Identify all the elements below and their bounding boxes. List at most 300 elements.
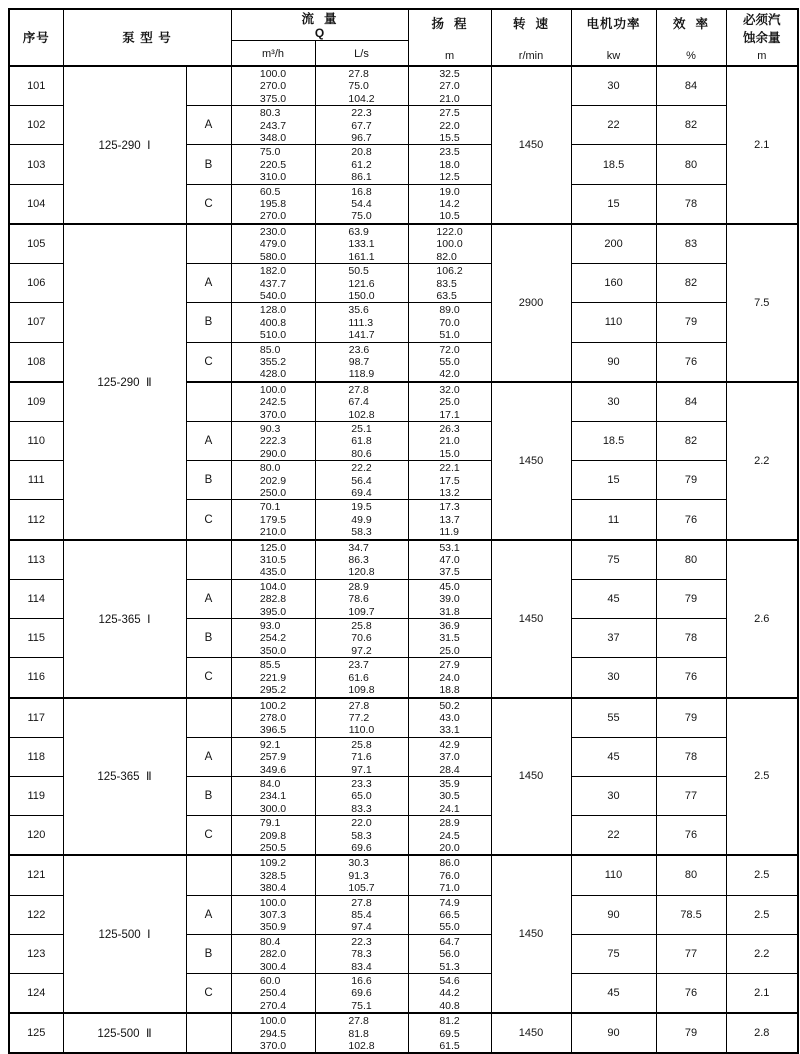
- flow-m3h-cell-value: 100.2: [259, 699, 287, 712]
- head-cell-value: 13.7: [439, 513, 460, 526]
- flow-m3h-cell-value: 349.6: [259, 763, 287, 776]
- table-row: [9, 1013, 798, 1053]
- eff-cell: 78: [656, 184, 726, 224]
- head-cell-value: 50.2: [439, 699, 460, 712]
- head-cell-values: [439, 658, 459, 696]
- flow-m3h-cell-value: 270.0: [259, 210, 287, 223]
- eff-cell: 77: [656, 934, 726, 973]
- serial-cell: 112: [9, 500, 63, 540]
- flow-ls-cell-value: 23.6: [348, 343, 370, 356]
- flow-m3h-cell: [231, 421, 315, 460]
- head-cell: [408, 264, 491, 303]
- flow-m3h-cell-values: [260, 974, 286, 1012]
- head-cell-values: [439, 856, 459, 894]
- flow-ls-cell-value: 97.4: [351, 921, 372, 934]
- npsh-cell: 7.5: [726, 224, 798, 382]
- variant-cell: A: [186, 579, 231, 618]
- head-cell: [408, 303, 491, 342]
- flow-m3h-cell-value: 580.0: [259, 250, 287, 263]
- header-npsh-line2: 蚀余量: [743, 31, 781, 45]
- flow-ls-cell-value: 121.6: [348, 277, 375, 290]
- head-cell: [408, 342, 491, 382]
- head-cell: [408, 776, 491, 815]
- flow-ls-cell: [315, 303, 408, 342]
- flow-m3h-cell-value: 270.0: [259, 80, 287, 93]
- flow-m3h-cell-value: 221.9: [259, 671, 287, 684]
- flow-ls-cell-value: 27.8: [348, 1015, 369, 1028]
- flow-ls-cell-value: 67.7: [351, 119, 372, 132]
- power-cell: 110: [571, 303, 656, 342]
- header-power-unit: kw: [606, 50, 621, 62]
- flow-m3h-cell-value: 300.4: [259, 960, 287, 973]
- head-cell-value: 12.5: [439, 171, 460, 184]
- flow-m3h-cell-value: 479.0: [259, 238, 287, 251]
- power-cell: 90: [571, 342, 656, 382]
- flow-ls-cell-value: 16.8: [351, 185, 372, 198]
- flow-ls-cell-value: 27.8: [348, 68, 369, 80]
- flow-m3h-cell-value: 310.0: [259, 171, 287, 184]
- header-model: [63, 9, 231, 66]
- header-head: [408, 9, 491, 66]
- flow-m3h-cell: [231, 461, 315, 500]
- head-cell-value: 54.6: [439, 975, 460, 988]
- flow-ls-cell-value: 91.3: [348, 869, 369, 882]
- power-cell: 22: [571, 106, 656, 145]
- head-cell-value: 63.5: [436, 289, 457, 302]
- head-cell: [408, 461, 491, 500]
- flow-m3h-cell-value: 60.5: [259, 185, 281, 198]
- power-cell: 200: [571, 224, 656, 264]
- eff-cell: 84: [656, 382, 726, 422]
- flow-m3h-cell-values: [260, 619, 286, 657]
- head-cell-value: 45.0: [439, 580, 460, 593]
- flow-ls-cell: [315, 224, 408, 264]
- head-cell-value: 42.9: [439, 738, 460, 751]
- flow-ls-cell-value: 98.7: [348, 355, 370, 368]
- variant-cell: C: [186, 500, 231, 540]
- flow-ls-cell: [315, 145, 408, 184]
- speed-cell: 1450: [491, 698, 571, 856]
- npsh-cell: 2.8: [726, 1013, 798, 1053]
- head-cell-value: 33.1: [439, 724, 460, 737]
- table-row: [9, 698, 798, 738]
- power-cell: 90: [571, 1013, 656, 1053]
- header-serial: [9, 9, 63, 66]
- flow-m3h-cell-value: 380.4: [259, 882, 287, 895]
- eff-cell: 78: [656, 737, 726, 776]
- power-cell: 55: [571, 698, 656, 738]
- npsh-cell: 2.1: [726, 974, 798, 1014]
- head-cell-values: [439, 974, 459, 1012]
- eff-cell: 76: [656, 658, 726, 698]
- serial-cell: 110: [9, 421, 63, 460]
- power-cell: 45: [571, 974, 656, 1014]
- flow-m3h-cell-value: 79.1: [259, 817, 281, 830]
- flow-ls-cell: [315, 816, 408, 856]
- head-cell-value: 11.9: [439, 526, 459, 539]
- variant-cell: A: [186, 106, 231, 145]
- flow-ls-cell-value: 120.8: [348, 566, 375, 579]
- head-cell-value: 86.0: [439, 857, 460, 870]
- head-cell: [408, 224, 491, 264]
- flow-m3h-cell-value: 70.1: [259, 501, 281, 514]
- flow-ls-cell-value: 83.4: [351, 960, 372, 973]
- power-cell: 18.5: [571, 421, 656, 460]
- power-cell: 30: [571, 66, 656, 106]
- flow-ls-cell-value: 28.9: [348, 580, 369, 593]
- variant-cell: B: [186, 619, 231, 658]
- serial-cell: 122: [9, 895, 63, 934]
- flow-m3h-cell-values: [260, 225, 286, 263]
- serial-cell: 116: [9, 658, 63, 698]
- flow-ls-cell-value: 96.7: [351, 132, 372, 145]
- variant-cell: B: [186, 145, 231, 184]
- eff-cell: 82: [656, 106, 726, 145]
- head-cell-value: 64.7: [439, 935, 460, 948]
- flow-m3h-cell: [231, 382, 315, 422]
- power-cell: 160: [571, 264, 656, 303]
- flow-ls-cell: [315, 895, 408, 934]
- serial-cell: 123: [9, 934, 63, 973]
- flow-m3h-cell-value: 254.2: [259, 632, 287, 645]
- power-cell: 30: [571, 658, 656, 698]
- head-cell-values: [436, 264, 462, 302]
- header-flow-ls-label: L/s: [354, 48, 369, 61]
- head-cell-value: 70.0: [439, 316, 460, 329]
- flow-m3h-cell-values: [260, 343, 286, 381]
- flow-ls-cell-values: [349, 699, 375, 737]
- head-cell-value: 14.2: [439, 198, 460, 211]
- head-cell-value: 74.9: [439, 896, 460, 909]
- model-cell: 125-500 Ⅱ: [63, 1013, 186, 1053]
- head-cell-value: 76.0: [439, 869, 460, 882]
- flow-ls-cell: [315, 934, 408, 973]
- flow-ls-cell: [315, 540, 408, 580]
- flow-m3h-cell: [231, 934, 315, 973]
- npsh-cell: 2.5: [726, 855, 798, 895]
- head-cell-values: [439, 1014, 459, 1052]
- flow-m3h-cell: [231, 540, 315, 580]
- header-efficiency-unit: %: [686, 50, 696, 62]
- flow-m3h-cell-values: [260, 145, 286, 183]
- variant-cell: [186, 540, 231, 580]
- flow-m3h-cell: [231, 224, 315, 264]
- head-cell-value: 17.1: [439, 408, 460, 421]
- flow-m3h-cell-value: 210.0: [259, 526, 287, 539]
- speed-cell: 1450: [491, 855, 571, 1013]
- variant-cell: A: [186, 264, 231, 303]
- header-flow-label: 流 量: [301, 11, 338, 26]
- flow-ls-cell-value: 25.1: [351, 422, 372, 435]
- flow-m3h-cell-value: 80.0: [259, 462, 281, 475]
- head-cell-values: [439, 67, 459, 105]
- flow-m3h-cell: [231, 737, 315, 776]
- serial-cell: 102: [9, 106, 63, 145]
- flow-ls-cell-values: [351, 777, 371, 815]
- head-cell-value: 31.8: [439, 605, 460, 618]
- flow-m3h-cell-value: 307.3: [259, 909, 287, 921]
- serial-cell: 114: [9, 579, 63, 618]
- variant-cell: [186, 66, 231, 106]
- flow-m3h-cell: [231, 303, 315, 342]
- head-cell: [408, 500, 491, 540]
- serial-cell: 115: [9, 619, 63, 658]
- flow-ls-cell: [315, 737, 408, 776]
- flow-m3h-cell-value: 80.4: [259, 935, 281, 948]
- power-cell: 15: [571, 184, 656, 224]
- flow-m3h-cell: [231, 500, 315, 540]
- flow-ls-cell-value: 78.3: [351, 948, 372, 961]
- eff-cell: 80: [656, 145, 726, 184]
- head-cell-values: [439, 422, 459, 460]
- flow-ls-cell: [315, 184, 408, 224]
- flow-ls-cell-values: [351, 185, 371, 223]
- variant-cell: C: [186, 658, 231, 698]
- flow-m3h-cell-value: 179.5: [259, 513, 287, 526]
- head-cell-value: 81.2: [439, 1015, 460, 1028]
- flow-m3h-cell-value: 300.0: [259, 802, 287, 815]
- flow-ls-cell-value: 102.8: [348, 408, 375, 421]
- flow-m3h-cell-value: 60.0: [259, 975, 281, 988]
- flow-ls-cell-values: [349, 343, 375, 381]
- head-cell-value: 10.5: [439, 210, 460, 223]
- flow-m3h-cell: [231, 895, 315, 934]
- flow-ls-cell-values: [348, 580, 374, 618]
- head-cell: [408, 658, 491, 698]
- flow-ls-cell: [315, 698, 408, 738]
- head-cell-values: [439, 619, 459, 657]
- flow-m3h-cell-value: 348.0: [259, 132, 287, 145]
- serial-cell: 117: [9, 698, 63, 738]
- flow-ls-cell-value: 65.0: [351, 790, 372, 803]
- flow-m3h-cell-values: [260, 67, 286, 105]
- head-cell: [408, 737, 491, 776]
- flow-m3h-cell-value: 128.0: [259, 304, 287, 317]
- flow-m3h-cell-value: 396.5: [259, 724, 287, 737]
- head-cell: [408, 421, 491, 460]
- flow-m3h-cell-value: 290.0: [259, 447, 287, 460]
- head-cell-value: 122.0: [436, 225, 463, 238]
- npsh-cell: 2.1: [726, 66, 798, 224]
- head-cell-value: 21.0: [439, 92, 460, 105]
- flow-ls-cell-values: [348, 541, 374, 579]
- flow-ls-cell-value: 69.6: [351, 841, 372, 854]
- serial-cell: 119: [9, 776, 63, 815]
- flow-m3h-cell-value: 222.3: [259, 435, 287, 448]
- head-cell-value: 17.5: [439, 474, 460, 487]
- flow-ls-cell-values: [351, 145, 371, 183]
- flow-ls-cell-value: 61.8: [351, 435, 372, 448]
- flow-ls-cell-value: 61.6: [348, 671, 369, 684]
- flow-m3h-cell-value: 90.3: [259, 422, 281, 435]
- header-serial-label: 序号: [22, 31, 50, 45]
- head-cell-value: 25.0: [439, 644, 460, 657]
- head-cell-value: 35.9: [439, 777, 460, 790]
- flow-ls-cell-value: 23.7: [348, 659, 369, 672]
- power-cell: 45: [571, 579, 656, 618]
- flow-ls-cell-value: 35.6: [348, 304, 369, 317]
- eff-cell: 79: [656, 303, 726, 342]
- power-cell: 110: [571, 855, 656, 895]
- model-cell: 125-500 Ⅰ: [63, 855, 186, 1013]
- head-cell-value: 27.0: [439, 80, 460, 93]
- flow-ls-cell-value: 133.1: [348, 238, 375, 251]
- head-cell: [408, 619, 491, 658]
- flow-m3h-cell: [231, 658, 315, 698]
- flow-m3h-cell-value: 257.9: [259, 751, 287, 764]
- head-cell-value: 32.0: [439, 383, 460, 396]
- eff-cell: 76: [656, 974, 726, 1014]
- head-cell: [408, 66, 491, 106]
- flow-ls-cell-value: 118.9: [348, 368, 375, 381]
- flow-ls-cell-value: 77.2: [348, 711, 370, 724]
- flow-m3h-cell-values: [260, 935, 286, 973]
- head-cell-value: 39.0: [439, 593, 460, 606]
- head-cell-value: 82.0: [436, 250, 457, 263]
- head-cell-value: 30.5: [439, 790, 460, 803]
- head-cell-value: 36.9: [439, 620, 460, 633]
- flow-ls-cell-value: 22.3: [351, 935, 372, 948]
- head-cell-value: 27.9: [439, 659, 460, 672]
- flow-m3h-cell-value: 428.0: [259, 368, 287, 381]
- flow-m3h-cell-value: 328.5: [259, 869, 287, 882]
- model-cell: 125-365 Ⅱ: [63, 698, 186, 856]
- flow-m3h-cell-value: 250.5: [259, 841, 287, 854]
- eff-cell: 80: [656, 540, 726, 580]
- flow-m3h-cell-value: 395.0: [259, 605, 287, 618]
- head-cell-values: [439, 580, 459, 618]
- flow-ls-cell: [315, 855, 408, 895]
- flow-ls-cell: [315, 66, 408, 106]
- pump-table-body: [9, 66, 798, 1053]
- variant-cell: C: [186, 184, 231, 224]
- flow-ls-cell: [315, 1013, 408, 1053]
- flow-m3h-cell-value: 220.5: [259, 158, 287, 171]
- head-cell: [408, 974, 491, 1014]
- serial-cell: 106: [9, 264, 63, 303]
- speed-cell: 1450: [491, 1013, 571, 1053]
- flow-ls-cell: [315, 106, 408, 145]
- flow-ls-cell-value: 141.7: [348, 329, 375, 342]
- flow-ls-cell-value: 97.2: [351, 644, 372, 657]
- flow-ls-cell-value: 22.3: [351, 107, 372, 120]
- variant-cell: [186, 855, 231, 895]
- head-cell-value: 71.0: [439, 882, 460, 895]
- flow-m3h-cell-value: 510.0: [259, 329, 287, 342]
- flow-m3h-cell-values: [260, 541, 286, 579]
- power-cell: 18.5: [571, 145, 656, 184]
- flow-m3h-cell-values: [260, 500, 286, 538]
- serial-cell: 109: [9, 382, 63, 422]
- flow-ls-cell-value: 58.3: [351, 526, 372, 539]
- flow-m3h-cell-value: 85.0: [259, 343, 281, 356]
- head-cell: [408, 184, 491, 224]
- flow-ls-cell-value: 25.8: [351, 620, 372, 633]
- head-cell-value: 24.5: [439, 829, 460, 842]
- flow-m3h-cell-value: 242.5: [259, 396, 287, 409]
- flow-m3h-cell-value: 109.2: [259, 857, 287, 870]
- power-cell: 75: [571, 934, 656, 973]
- flow-m3h-cell-value: 84.0: [259, 777, 281, 790]
- flow-ls-cell-value: 110.0: [348, 724, 375, 737]
- head-cell-values: [439, 896, 459, 934]
- flow-ls-cell-value: 85.4: [351, 909, 372, 921]
- power-cell: 30: [571, 382, 656, 422]
- header-npsh-line1: 必须汽: [743, 13, 781, 27]
- speed-cell: 1450: [491, 66, 571, 224]
- flow-ls-cell: [315, 974, 408, 1014]
- flow-m3h-cell-values: [260, 738, 286, 776]
- flow-m3h-cell-values: [260, 856, 286, 894]
- flow-m3h-cell: [231, 974, 315, 1014]
- flow-ls-cell: [315, 776, 408, 815]
- flow-m3h-cell-value: 294.5: [259, 1027, 287, 1040]
- head-cell-values: [439, 738, 459, 776]
- flow-m3h-cell-values: [260, 106, 286, 144]
- eff-cell: 79: [656, 698, 726, 738]
- eff-cell: 80: [656, 855, 726, 895]
- flow-m3h-cell-value: 85.5: [259, 659, 281, 672]
- head-cell: [408, 895, 491, 934]
- variant-cell: [186, 224, 231, 264]
- flow-ls-cell-value: 75.1: [351, 999, 372, 1012]
- flow-m3h-cell: [231, 145, 315, 184]
- head-cell-values: [439, 343, 459, 381]
- head-cell-value: 37.5: [439, 566, 460, 579]
- flow-m3h-cell-value: 282.0: [259, 948, 287, 961]
- npsh-cell: 2.2: [726, 382, 798, 540]
- flow-m3h-cell: [231, 184, 315, 224]
- flow-m3h-cell-value: 375.0: [259, 92, 287, 105]
- head-cell-value: 66.5: [439, 909, 460, 921]
- flow-m3h-cell-values: [260, 658, 286, 696]
- flow-m3h-cell-value: 540.0: [259, 289, 287, 302]
- power-cell: 11: [571, 500, 656, 540]
- flow-m3h-cell-value: 350.0: [259, 644, 287, 657]
- flow-m3h-cell-value: 75.0: [259, 146, 281, 159]
- serial-cell: 125: [9, 1013, 63, 1053]
- flow-m3h-cell: [231, 106, 315, 145]
- flow-ls-cell-values: [348, 383, 374, 421]
- flow-ls-cell: [315, 342, 408, 382]
- eff-cell: 77: [656, 776, 726, 815]
- head-cell-value: 55.0: [439, 355, 460, 368]
- head-cell-value: 51.0: [439, 329, 460, 342]
- variant-cell: [186, 698, 231, 738]
- flow-m3h-cell: [231, 342, 315, 382]
- flow-m3h-cell-value: 355.2: [259, 355, 287, 368]
- flow-ls-cell-values: [351, 461, 371, 499]
- flow-m3h-cell-values: [260, 264, 286, 302]
- eff-cell: 76: [656, 342, 726, 382]
- flow-ls-cell-values: [348, 67, 374, 105]
- flow-ls-cell-value: 50.5: [348, 265, 369, 278]
- header-head-unit: m: [444, 50, 455, 62]
- flow-ls-cell-value: 54.4: [351, 198, 372, 211]
- flow-ls-cell-value: 23.3: [351, 777, 372, 790]
- head-cell-value: 40.8: [439, 999, 460, 1012]
- flow-m3h-cell-value: 435.0: [259, 566, 287, 579]
- head-cell-value: 15.5: [439, 132, 460, 145]
- head-cell-value: 53.1: [439, 541, 460, 554]
- flow-ls-cell-value: 30.3: [348, 857, 369, 870]
- flow-ls-cell-value: 16.6: [351, 975, 372, 988]
- flow-ls-cell-value: 111.3: [348, 316, 374, 329]
- flow-ls-cell-values: [351, 974, 371, 1012]
- head-cell-value: 37.0: [439, 751, 460, 764]
- power-cell: 37: [571, 619, 656, 658]
- speed-cell: 1450: [491, 540, 571, 698]
